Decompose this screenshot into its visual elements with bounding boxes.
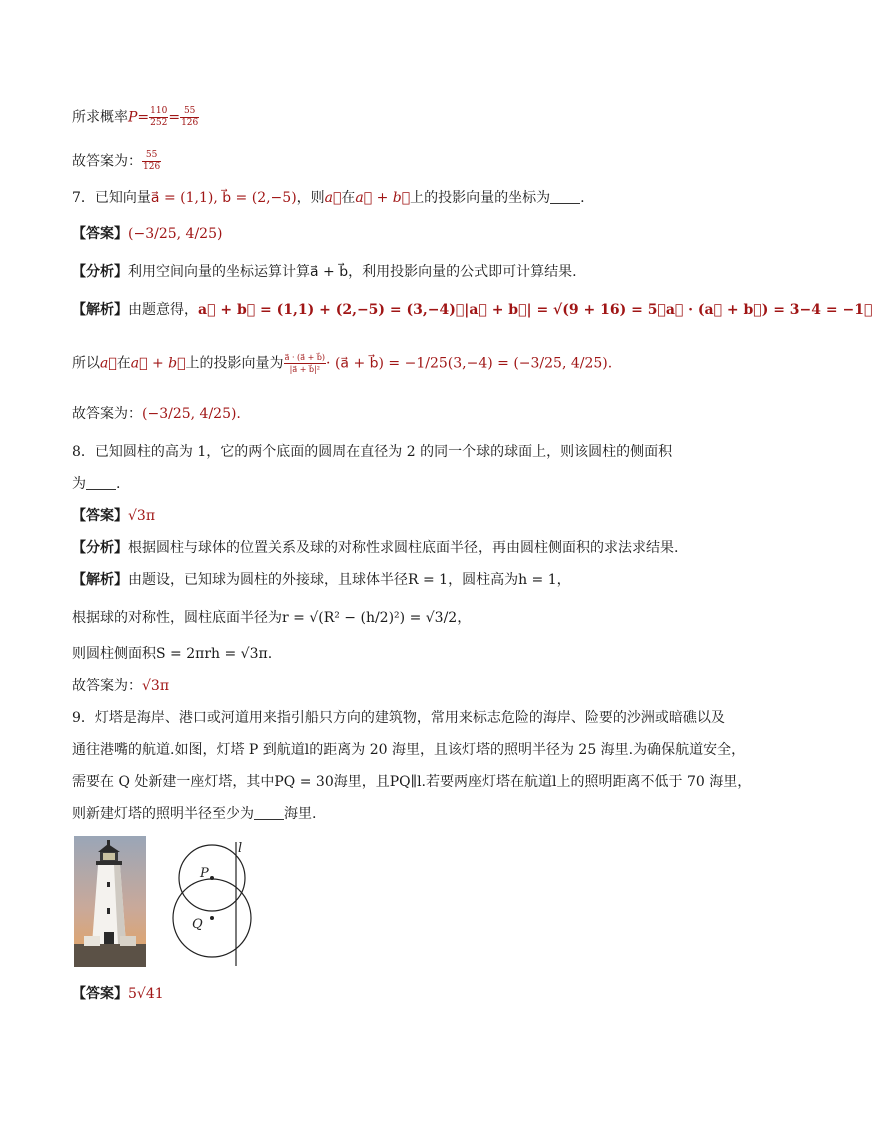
lighthouse-photo xyxy=(74,836,146,967)
prev-answer-line: 故答案为： $\frac{55}{126}$ xyxy=(72,150,161,172)
lighthouse-diagram xyxy=(166,836,258,968)
q9-blank xyxy=(254,805,284,820)
prob-var: P xyxy=(128,109,138,126)
projection-fraction: $\frac{a⃗ \cdot (a⃗ + b⃗)}{\text{|a⃗ + b⃗|²}}$ xyxy=(284,353,326,374)
q8-stem-2: 为 . xyxy=(72,476,121,492)
q8-solution: 【解析】由题设，已知球为圆柱的外接球，且球体半径R = 1，圆柱高为h = 1， xyxy=(72,572,571,588)
fraction-1: $\frac{110}{252}$ xyxy=(150,106,168,128)
prob-prefix: 所求概率 xyxy=(72,109,128,126)
fraction-2: $\frac{55}{126}$ xyxy=(181,106,199,128)
point-p xyxy=(210,876,214,880)
q8-answer: 【答案】√3π xyxy=(72,508,156,524)
q8-radius-line: 根据球的对称性，圆柱底面半径为r = √(R² − (h/2)²) = √3/2， xyxy=(72,610,472,626)
q9-line3: 需要在 Q 处新建一座灯塔，其中PQ = 30海里，且PQ∥l.若要两座灯塔在航道l上的照明距离不低于 70 海里， xyxy=(72,774,752,790)
label-q: Q xyxy=(192,917,203,932)
label-p: P xyxy=(200,866,209,881)
q7-projection-line: 所以a⃗在a⃗ + b⃗上的投影向量为 $\frac{a⃗ \cdot (a⃗ + b⃗)}{\text{|a⃗ + b⃗|²}}$ · (a⃗ + b⃗) = −1/25(3,−4) = (−3/25, 4/25). xyxy=(72,353,613,374)
point-q xyxy=(210,916,214,920)
q7-blank xyxy=(550,189,580,204)
q7-final: 故答案为：(−3/25, 4/25). xyxy=(72,406,241,422)
q8-analysis: 【分析】根据圆柱与球体的位置关系及球的对称性求圆柱底面半径，再由圆柱侧面积的求法求结果. xyxy=(72,540,679,556)
q9-line1: 9．灯塔是海岸、港口或河道用来指引船只方向的建筑物，常用来标志危险的海岸、险要的沙洲或暗礁以及 xyxy=(72,710,725,726)
q7-analysis: 【分析】利用空间向量的坐标运算计算a⃗ + b⃗，利用投影向量的公式即可计算结果. xyxy=(72,264,577,280)
q7-answer: 【答案】(−3/25, 4/25) xyxy=(72,226,223,242)
q9-line4: 则新建灯塔的照明半径至少为 海里. xyxy=(72,806,317,822)
q8-stem: 8．已知圆柱的高为 1，它的两个底面的圆周在直径为 2 的同一个球的球面上，则该圆柱的侧面积 xyxy=(72,444,673,460)
q8-area-line: 则圆柱侧面积S = 2πrh = √3π. xyxy=(72,646,273,662)
q7-stem: 7．已知向量a⃗ = (1,1), b⃗ = (2,−5)，则a⃗在a⃗ + b⃗上的投影向量的坐标为 . xyxy=(72,190,585,206)
q8-blank xyxy=(86,475,116,490)
q9-answer: 【答案】5√41 xyxy=(72,986,164,1002)
q7-answer-value: (−3/25, 4/25) xyxy=(128,226,223,242)
q7-solution: 【解析】由题意得，a⃗ + b⃗ = (1,1) + (2,−5) = (3,−4)，|a⃗ + b⃗| = √(9 + 16) = 5，a⃗ · (a⃗ + b⃗) = 3−4 = −1， xyxy=(72,302,872,318)
prev-probability-line: 所求概率P= $\frac{110}{252}$ = $\frac{55}{126}$ xyxy=(72,106,199,128)
q8-final: 故答案为：√3π xyxy=(72,678,170,694)
label-l: l xyxy=(238,841,243,856)
prev-answer-fraction: $\frac{55}{126}$ xyxy=(143,150,161,172)
q9-line2: 通往港嘴的航道.如图，灯塔 P 到航道l的距离为 20 海里，且该灯塔的照明半径为 25 海里.为确保航道安全， xyxy=(72,742,746,758)
